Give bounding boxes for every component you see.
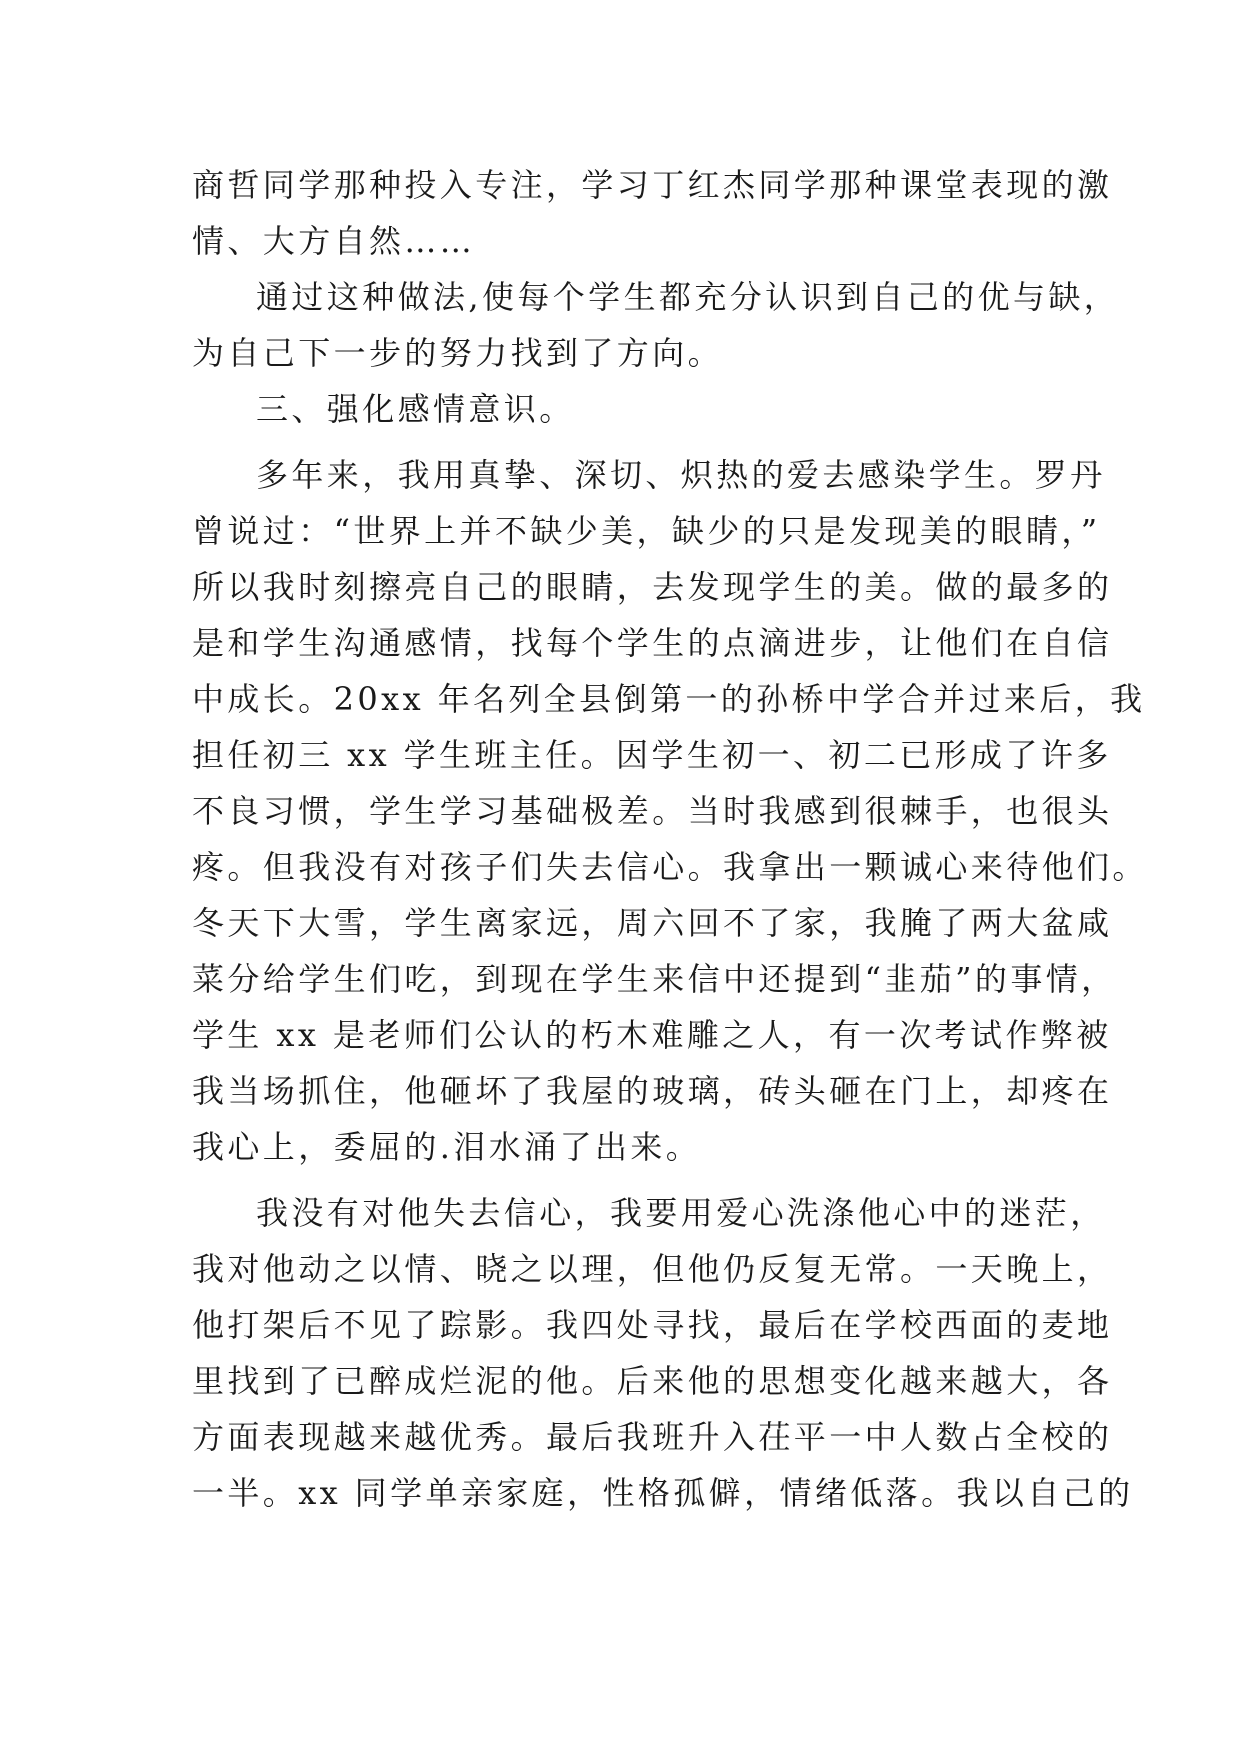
paragraph-line: 方面表现越来越优秀。最后我班升入茌平一中人数占全校的 [192,1418,1113,1456]
paragraph-line: 曾说过：“世界上并不缺少美，缺少的只是发现美的眼睛，” [192,512,1101,550]
section-heading: 三、强化感情意识。 [256,390,575,428]
paragraph-line: 菜分给学生们吃，到现在学生来信中还提到“韭茄”的事情， [192,960,1117,998]
paragraph-line: 学生 xx 是老师们公认的朽木难雕之人，有一次考试作弊被 [192,1016,1112,1054]
paragraph-line: 他打架后不见了踪影。我四处寻找，最后在学校西面的麦地 [192,1306,1113,1344]
paragraph-line: 所以我时刻擦亮自己的眼睛，去发现学生的美。做的最多的 [192,568,1113,606]
paragraph-line: 我心上，委屈的.泪水涌了出来。 [192,1128,702,1166]
paragraph-line: 疼。但我没有对孩子们失去信心。我拿出一颗诚心来待他们。 [192,848,1148,886]
paragraph-line: 我对他动之以情、晓之以理，但他仍反复无常。一天晚上， [192,1250,1113,1288]
paragraph-line: 通过这种做法,使每个学生都充分认识到自己的优与缺， [256,278,1120,316]
paragraph-line: 冬天下大雪，学生离家远，周六回不了家，我腌了两大盆咸 [192,904,1113,942]
paragraph-line: 里找到了已醉成烂泥的他。后来他的思想变化越来越大，各 [192,1362,1113,1400]
paragraph-line: 担任初三 xx 学生班主任。因学生初一、初二已形成了许多 [192,736,1112,774]
paragraph-line: 我没有对他失去信心，我要用爱心洗涤他心中的迷茫， [256,1194,1106,1232]
paragraph-line: 是和学生沟通感情，找每个学生的点滴进步，让他们在自信 [192,624,1113,662]
paragraph-line: 中成长。20xx 年名列全县倒第一的孙桥中学合并过来后，我 [192,680,1146,718]
paragraph-line: 商哲同学那种投入专注，学习丁红杰同学那种课堂表现的激 [192,166,1113,204]
paragraph-line: 多年来，我用真挚、深切、炽热的爱去感染学生。罗丹 [256,456,1106,494]
paragraph-line: 我当场抓住，他砸坏了我屋的玻璃，砖头砸在门上，却疼在 [192,1072,1113,1110]
paragraph-line: 一半。xx 同学单亲家庭，性格孤僻，情绪低落。我以自己的 [192,1474,1134,1512]
paragraph-line: 为自己下一步的努力找到了方向。 [192,334,724,372]
paragraph-line: 不良习惯，学生学习基础极差。当时我感到很棘手，也很头 [192,792,1113,830]
paragraph-line: 情、大方自然…… [192,222,476,260]
